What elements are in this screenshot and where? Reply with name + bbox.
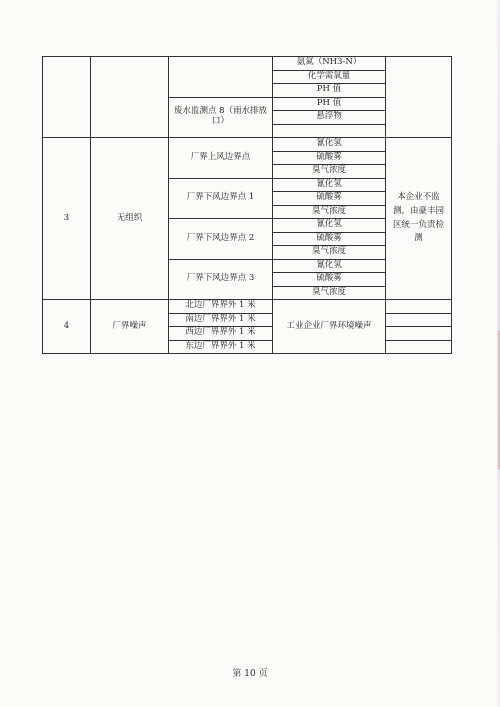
point-cell: 厂界下风边界点 3 — [169, 259, 273, 300]
category-cell: 无组织 — [91, 138, 169, 300]
point-cell: 西边厂界界外 1 米 — [169, 327, 273, 341]
item-cell: 臭气浓度 — [273, 205, 386, 219]
category-cell — [91, 57, 169, 138]
index-cell — [43, 57, 91, 138]
item-cell: 臭气浓度 — [273, 246, 386, 260]
note-cell: 本企业不监测，由豪丰园区统一负责检测 — [386, 138, 452, 300]
item-cell: PH 值 — [273, 97, 386, 111]
item-cell: 氰化氢 — [273, 138, 386, 152]
page-number: 第 10 页 — [232, 669, 268, 679]
table-row — [43, 138, 452, 152]
item-cell: 硫酸雾 — [273, 273, 386, 287]
point-cell: 废水监测点 8（雨水排放口） — [169, 97, 273, 138]
item-cell: 臭气浓度 — [273, 286, 386, 300]
monitoring-table — [42, 56, 452, 354]
index-cell: 3 — [43, 138, 91, 300]
note-cell — [386, 313, 452, 327]
item-cell: 氰化氢 — [273, 259, 386, 273]
point-cell: 厂界上风边界点 — [169, 138, 273, 179]
item-cell: 悬浮物 — [273, 111, 386, 125]
note-cell — [386, 327, 452, 341]
note-cell — [386, 340, 452, 354]
point-cell: 厂界下风边界点 1 — [169, 178, 273, 219]
item-cell: PH 值 — [273, 84, 386, 98]
note-cell — [386, 300, 452, 314]
item-cell: 氰化氢 — [273, 219, 386, 233]
item-cell: 硫酸雾 — [273, 232, 386, 246]
item-cell — [273, 124, 386, 138]
table-row — [43, 57, 452, 71]
item-cell: 硫酸雾 — [273, 192, 386, 206]
point-cell: 东边厂界界外 1 米 — [169, 340, 273, 354]
item-cell: 臭气浓度 — [273, 165, 386, 179]
point-cell — [169, 57, 273, 98]
item-cell: 氰化氢 — [273, 178, 386, 192]
item-cell: 氨氮（NH3-N） — [273, 57, 386, 71]
item-cell: 化学需氧量 — [273, 70, 386, 84]
table-row — [43, 300, 452, 314]
item-cell: 工业企业厂界环境噪声 — [273, 300, 386, 354]
note-cell — [386, 57, 452, 138]
point-cell: 北边厂界界外 1 米 — [169, 300, 273, 314]
category-cell: 厂界噪声 — [91, 300, 169, 354]
point-cell: 南边厂界界外 1 米 — [169, 313, 273, 327]
item-cell: 硫酸雾 — [273, 151, 386, 165]
index-cell: 4 — [43, 300, 91, 354]
point-cell: 厂界下风边界点 2 — [169, 219, 273, 260]
